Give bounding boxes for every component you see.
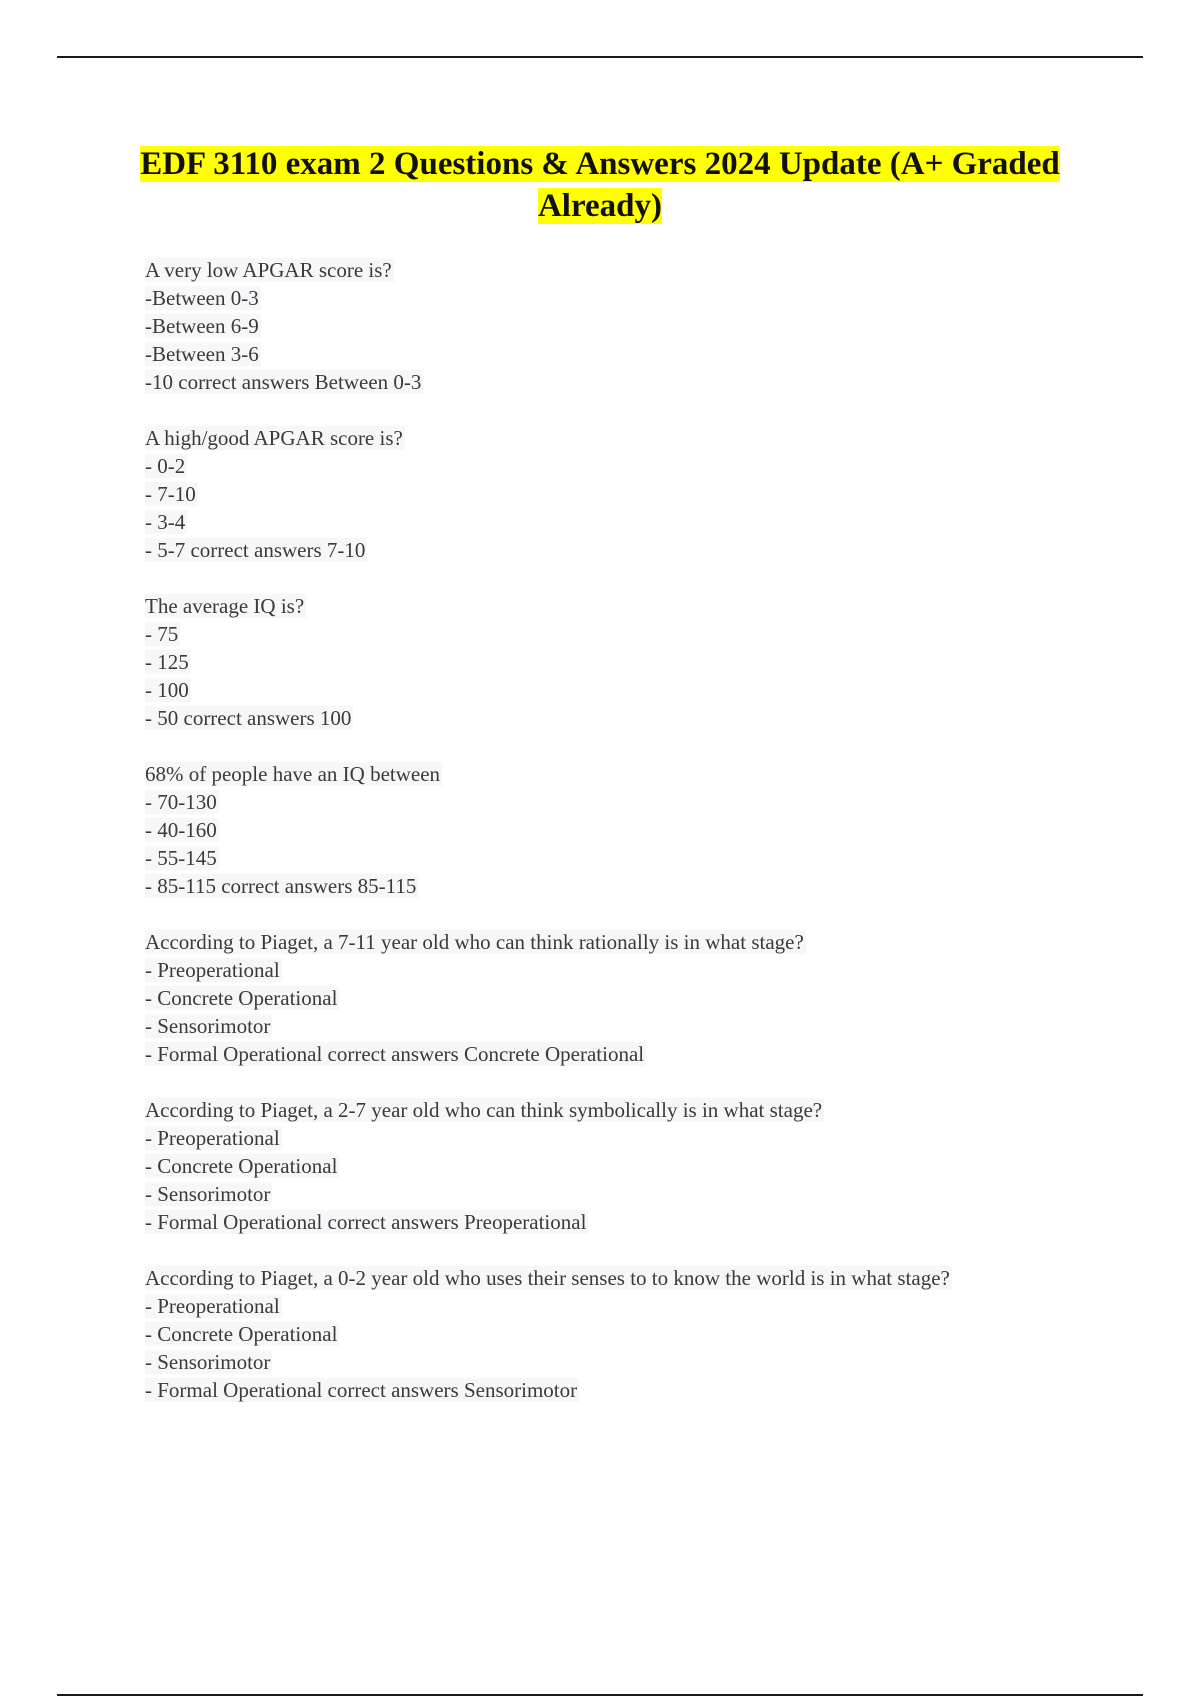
answer-option: - Sensorimotor <box>145 1350 271 1374</box>
question-block <box>145 760 1105 900</box>
question-text: A high/good APGAR score is? <box>145 426 403 450</box>
title-container <box>100 143 1100 227</box>
answer-option: - Sensorimotor <box>145 1014 271 1038</box>
answer-option: - Sensorimotor <box>145 1182 271 1206</box>
answer-option: -Between 3-6 <box>145 342 259 366</box>
answer-option: - Concrete Operational <box>145 1154 338 1178</box>
header-rule <box>57 56 1143 58</box>
answer-option: - 3-4 <box>145 510 186 534</box>
answer-option-with-answer: - 5-7 correct answers 7-10 <box>145 538 366 562</box>
answer-option: - Preoperational <box>145 958 280 982</box>
answer-option-with-answer: - Formal Operational correct answers Preoperational <box>145 1210 587 1234</box>
answer-option: - 0-2 <box>145 454 186 478</box>
question-block <box>145 256 1105 396</box>
question-text: According to Piaget, a 2-7 year old who can think symbolically is in what stage? <box>145 1098 823 1122</box>
answer-option-with-answer: - 85-115 correct answers 85-115 <box>145 874 417 898</box>
question-text: According to Piaget, a 0-2 year old who uses their senses to to know the world is in what stage? <box>145 1266 950 1290</box>
document-title: EDF 3110 exam 2 Questions & Answers 2024 Update (A+ Graded Already) <box>140 146 1060 224</box>
answer-option-with-answer: - Formal Operational correct answers Concrete Operational <box>145 1042 645 1066</box>
answer-option-with-answer: - 50 correct answers 100 <box>145 706 352 730</box>
question-block <box>145 1264 1105 1404</box>
answer-option: - 55-145 <box>145 846 217 870</box>
question-block <box>145 424 1105 564</box>
question-text: According to Piaget, a 7-11 year old who can think rationally is in what stage? <box>145 930 804 954</box>
answer-option: - 40-160 <box>145 818 217 842</box>
answer-option: - 70-130 <box>145 790 217 814</box>
question-block <box>145 1096 1105 1236</box>
answer-option: - Concrete Operational <box>145 1322 338 1346</box>
answer-option: - 100 <box>145 678 189 702</box>
answer-option: -Between 0-3 <box>145 286 259 310</box>
answer-option-with-answer: -10 correct answers Between 0-3 <box>145 370 422 394</box>
answer-option: - Preoperational <box>145 1126 280 1150</box>
question-text: 68% of people have an IQ between <box>145 762 441 786</box>
answer-option: - Concrete Operational <box>145 986 338 1010</box>
answer-option: - 75 <box>145 622 179 646</box>
answer-option: - 7-10 <box>145 482 196 506</box>
answer-option: -Between 6-9 <box>145 314 259 338</box>
question-block <box>145 592 1105 732</box>
answer-option: - Preoperational <box>145 1294 280 1318</box>
question-text: A very low APGAR score is? <box>145 258 392 282</box>
question-text: The average IQ is? <box>145 594 305 618</box>
answer-option-with-answer: - Formal Operational correct answers Sensorimotor <box>145 1378 578 1402</box>
question-block <box>145 928 1105 1068</box>
answer-option: - 125 <box>145 650 189 674</box>
footer-rule <box>57 1694 1143 1696</box>
question-list <box>145 256 1105 1432</box>
